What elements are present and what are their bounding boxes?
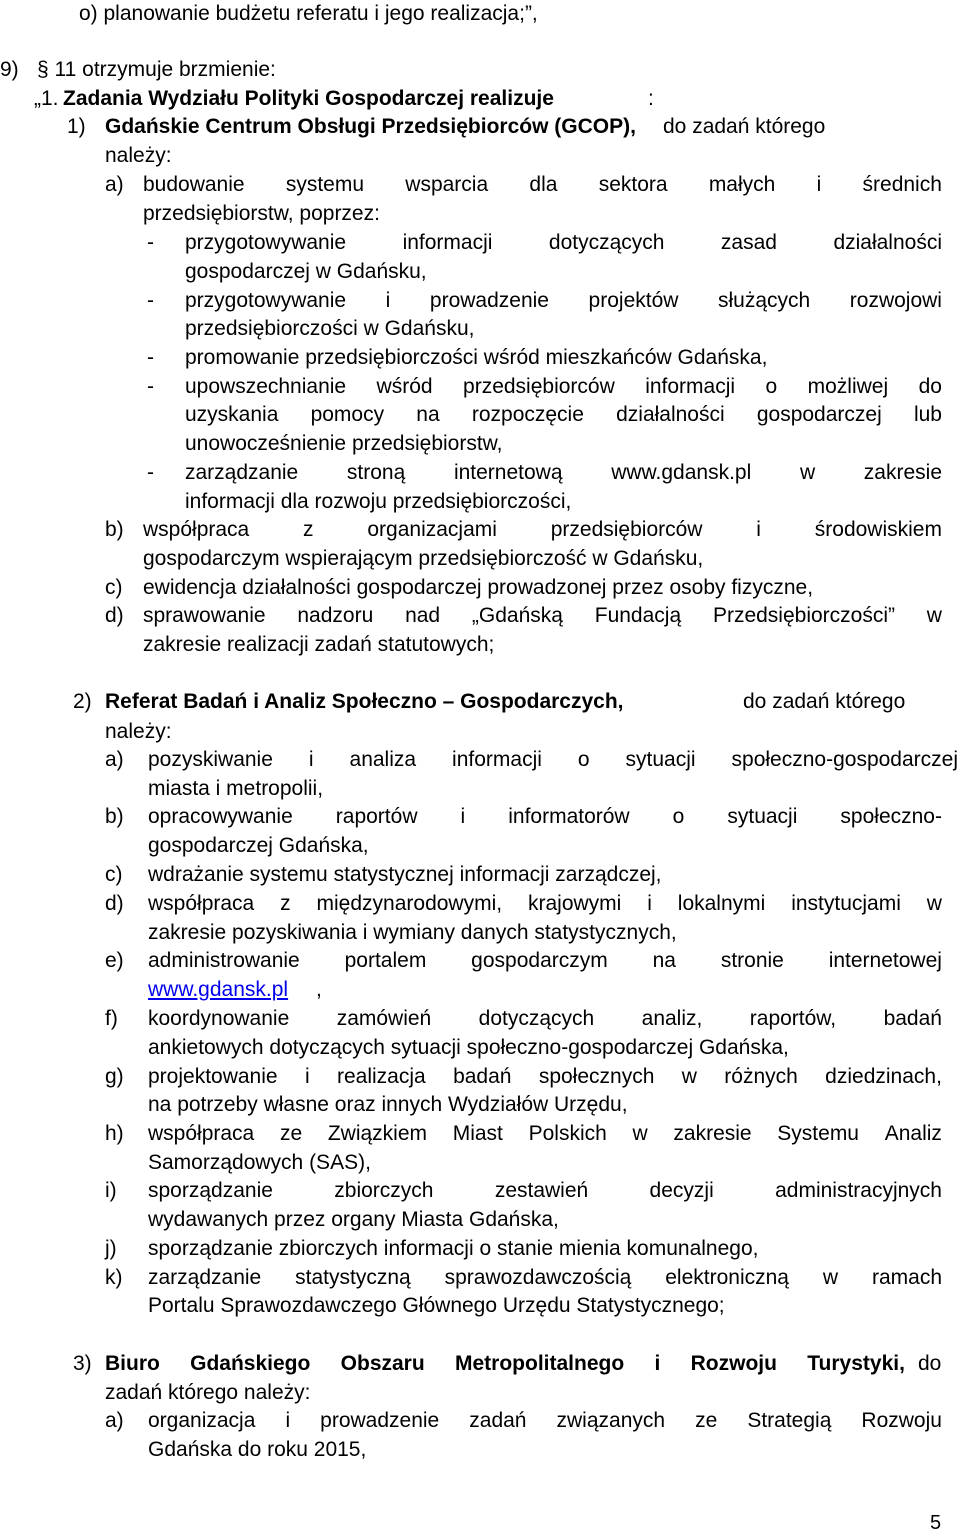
text-line <box>0 1206 960 1234</box>
text-line <box>0 401 960 429</box>
word: zbiorczych <box>334 1179 434 1202</box>
word: www.gdansk.pl <box>611 461 752 484</box>
text-segment: g) <box>105 1065 124 1088</box>
text-line <box>0 1120 960 1148</box>
text-segment: zadań którego należy: <box>105 1381 311 1404</box>
justified-text <box>148 947 942 975</box>
word: i <box>304 1065 310 1088</box>
text-segment: gospodarczej Gdańska, <box>148 834 369 857</box>
text-line <box>0 746 960 774</box>
word: i <box>285 1409 291 1432</box>
word: badań <box>453 1065 512 1088</box>
word: analiza <box>349 748 417 771</box>
word: Rozwoju <box>861 1409 942 1432</box>
word: rozpoczęcie <box>471 403 584 426</box>
word: informacji <box>402 231 493 254</box>
word: Związkiem <box>327 1122 428 1145</box>
word: społeczno- <box>840 805 942 828</box>
text-segment: h) <box>105 1122 124 1145</box>
word: zarządzanie <box>185 461 299 484</box>
text-segment: - <box>147 375 154 398</box>
word: raportów, <box>749 1007 837 1030</box>
text-segment: j) <box>105 1237 117 1260</box>
text-segment: § 11 otrzymuje brzmienie: <box>37 58 276 81</box>
word: ze <box>279 1122 303 1145</box>
text-segment: miasta i metropolii, <box>148 777 324 800</box>
justified-text <box>148 1120 942 1148</box>
word: sprawowanie <box>143 604 266 627</box>
text-line <box>0 631 960 659</box>
word: projektów <box>588 289 679 312</box>
text-segment: unowocześnienie przedsiębiorstw, <box>185 432 503 455</box>
text-line <box>0 229 960 257</box>
word: o <box>672 805 685 828</box>
word: średnich <box>862 173 942 196</box>
word: w <box>681 1065 697 1088</box>
text-segment: gospodarczym wspierającym przedsiębiorczość w Gdańsku, <box>143 547 704 570</box>
word: i <box>816 173 822 196</box>
word: internetowej <box>828 949 942 972</box>
text-line <box>0 688 960 716</box>
justified-text <box>185 373 942 401</box>
text-line <box>0 718 960 746</box>
text-line <box>0 1436 960 1464</box>
text-segment: Samorządowych (SAS), <box>148 1151 371 1174</box>
justified-text <box>185 287 942 315</box>
justified-text <box>148 803 942 831</box>
word: do <box>918 375 942 398</box>
word: Przedsiębiorczości” <box>712 604 895 627</box>
word: i <box>654 1352 661 1375</box>
word: koordynowanie <box>148 1007 290 1030</box>
word: w <box>926 892 942 915</box>
word: elektroniczną <box>665 1266 789 1289</box>
text-line <box>0 142 960 170</box>
text-segment: 3) <box>73 1352 92 1375</box>
justified-text <box>185 401 942 429</box>
word: dotyczących <box>478 1007 595 1030</box>
word: gospodarczej <box>756 403 882 426</box>
text-segment: d) <box>105 892 124 915</box>
word: instytucjami <box>791 892 901 915</box>
word: Biuro <box>105 1352 160 1375</box>
text-line <box>0 803 960 831</box>
text-segment: o) planowanie budżetu referatu i jego realizacja;”, <box>79 2 538 25</box>
word: Metropolitalnego <box>455 1352 625 1375</box>
text-line <box>0 113 960 141</box>
word: możliwej <box>807 375 889 398</box>
word: informatorów <box>508 805 630 828</box>
text-line <box>0 287 960 315</box>
text-line <box>0 976 960 1004</box>
word: współpraca <box>143 518 250 541</box>
justified-text <box>148 890 942 918</box>
word: upowszechnianie <box>185 375 347 398</box>
word: sytuacji <box>727 805 798 828</box>
word: nadzoru <box>297 604 374 627</box>
word: zamówień <box>336 1007 432 1030</box>
section-heading: Zadania Wydziału Polityki Gospodarczej realizuje <box>63 87 554 110</box>
text-line <box>0 775 960 803</box>
text-segment: należy: <box>105 720 172 743</box>
text-segment: należy: <box>105 144 172 167</box>
word: w <box>926 604 942 627</box>
text-line <box>0 890 960 918</box>
text-segment: b) <box>105 805 124 828</box>
word: portalem <box>344 949 427 972</box>
text-line <box>0 1063 960 1091</box>
word: i <box>647 892 652 915</box>
text-segment: Portalu Sprawozdawczego Głównego Urzędu Statystycznego; <box>148 1294 725 1317</box>
word: przygotowywanie <box>185 289 347 312</box>
justified-text <box>143 602 942 630</box>
word: organizacja <box>148 1409 256 1432</box>
text-line <box>0 373 960 401</box>
text-line <box>0 430 960 458</box>
word: związanych <box>556 1409 666 1432</box>
word: administracyjnych <box>775 1179 942 1202</box>
text-line <box>0 85 960 113</box>
text-segment: ankietowych dotyczących sytuacji społeczno-gospodarczej Gdańska, <box>148 1036 789 1059</box>
text-line <box>0 1292 960 1320</box>
word: społecznych <box>538 1065 655 1088</box>
word: na <box>416 403 440 426</box>
word: zakresie <box>673 1122 752 1145</box>
word: prowadzenie <box>429 289 549 312</box>
justified-text <box>185 459 942 487</box>
word: „Gdańską <box>471 604 563 627</box>
text-line <box>0 1407 960 1435</box>
word: statystyczną <box>295 1266 411 1289</box>
text-line <box>0 861 960 889</box>
word: zestawień <box>494 1179 589 1202</box>
word: i <box>385 289 391 312</box>
word: międzynarodowymi, <box>316 892 503 915</box>
text-line <box>0 1264 960 1292</box>
text-line <box>0 1091 960 1119</box>
text-segment: na potrzeby własne oraz innych Wydziałów Urzędu, <box>148 1093 628 1116</box>
word: służących <box>718 289 811 312</box>
text-segment: wdrażanie systemu statystycznej informacji zarządczej, <box>148 863 662 886</box>
word: dziedzinach, <box>825 1065 942 1088</box>
word: Turystyki, <box>807 1352 905 1375</box>
text-segment: do <box>918 1352 942 1375</box>
justified-text <box>148 746 958 774</box>
word: prowadzenie <box>320 1409 440 1432</box>
word: stroną <box>346 461 406 484</box>
word: przygotowywanie <box>185 231 347 254</box>
word: o <box>577 748 590 771</box>
word: i <box>756 518 761 541</box>
text-segment: - <box>147 289 154 312</box>
word: w <box>799 461 816 484</box>
word: lokalnymi <box>677 892 766 915</box>
justified-text <box>148 1407 942 1435</box>
text-line <box>0 171 960 199</box>
word: rozwojowi <box>849 289 942 312</box>
word: z <box>280 892 291 915</box>
word: Obszaru <box>340 1352 425 1375</box>
justified-text <box>105 1350 905 1378</box>
word: wśród <box>376 375 433 398</box>
text-line <box>0 315 960 343</box>
text-line <box>0 488 960 516</box>
text-segment: do zadań którego <box>663 115 826 138</box>
word: małych <box>708 173 776 196</box>
word: zasad <box>720 231 777 254</box>
text-segment: przedsiębiorstw, poprzez: <box>143 202 380 225</box>
word: Fundacją <box>594 604 682 627</box>
word: raportów <box>335 805 418 828</box>
text-segment: wydawanych przez organy Miasta Gdańska, <box>148 1208 559 1231</box>
word: współpraca <box>148 1122 255 1145</box>
justified-text <box>148 1063 942 1091</box>
word: działalności <box>833 231 942 254</box>
word: współpraca <box>148 892 255 915</box>
text-line <box>0 1177 960 1205</box>
word: dotyczących <box>548 231 665 254</box>
text-segment: : <box>648 87 654 110</box>
word: Strategią <box>747 1409 832 1432</box>
word: administrowanie <box>148 949 300 972</box>
text-segment: - <box>147 461 154 484</box>
text-segment: ewidencja działalności gospodarczej prowadzonej przez osoby fizyczne, <box>143 576 814 599</box>
unit-heading: Referat Badań i Analiz Społeczno – Gospodarczych, <box>105 690 624 713</box>
text-segment: 2) <box>73 690 92 713</box>
justified-text <box>185 229 942 257</box>
text-line <box>0 344 960 372</box>
text-segment: i) <box>105 1179 117 1202</box>
text-segment: k) <box>105 1266 123 1289</box>
text-line <box>0 602 960 630</box>
text-line <box>0 947 960 975</box>
justified-text <box>148 1264 942 1292</box>
text-segment: a) <box>105 748 124 771</box>
word: na <box>652 949 676 972</box>
word: realizacja <box>336 1065 426 1088</box>
word: Analiz <box>884 1122 942 1145</box>
text-segment: a) <box>105 173 124 196</box>
text-segment: 1) <box>67 115 86 138</box>
justified-text <box>148 1177 942 1205</box>
text-line <box>0 200 960 228</box>
word: pozyskiwanie <box>148 748 273 771</box>
text-segment: do zadań którego <box>743 690 906 713</box>
word: nad <box>405 604 441 627</box>
word: w <box>822 1266 839 1289</box>
word: zadań <box>469 1409 527 1432</box>
word: sektora <box>598 173 668 196</box>
text-segment: - <box>147 346 154 369</box>
text-segment: - <box>147 231 154 254</box>
text-line <box>0 1005 960 1033</box>
word: społeczno-gospodarczej <box>731 748 958 771</box>
text-segment: c) <box>105 576 123 599</box>
text-segment: gospodarczej w Gdańsku, <box>185 260 427 283</box>
word: informacji <box>645 375 736 398</box>
text-segment: informacji dla rozwoju przedsiębiorczości, <box>185 490 572 513</box>
word: pomocy <box>310 403 385 426</box>
word: zarządzanie <box>148 1266 262 1289</box>
text-line <box>0 1149 960 1177</box>
word: dla <box>529 173 558 196</box>
word: systemu <box>285 173 365 196</box>
text-segment: sporządzanie zbiorczych informacji o stanie mienia komunalnego, <box>148 1237 759 1260</box>
text-line <box>0 1034 960 1062</box>
word: z <box>303 518 314 541</box>
text-line <box>0 459 960 487</box>
word: przedsiębiorców <box>550 518 703 541</box>
text-segment: 9) <box>0 58 19 81</box>
text-line <box>0 919 960 947</box>
word: Rozwoju <box>690 1352 777 1375</box>
word: działalności <box>616 403 725 426</box>
word: i <box>460 805 466 828</box>
word: Miast <box>452 1122 503 1145</box>
text-segment: przedsiębiorczości w Gdańsku, <box>185 317 475 340</box>
word: ramach <box>871 1266 942 1289</box>
word: krajowymi <box>527 892 622 915</box>
text-segment: , <box>316 978 322 1001</box>
text-segment: a) <box>105 1409 124 1432</box>
word: różnych <box>724 1065 798 1088</box>
text-segment: Gdańska do roku 2015, <box>148 1438 367 1461</box>
word: wsparcia <box>405 173 489 196</box>
text-segment: zakresie pozyskiwania i wymiany danych statystycznych, <box>148 921 677 944</box>
word: uzyskania <box>185 403 279 426</box>
text-segment: „1. <box>34 87 59 110</box>
text-segment: promowanie przedsiębiorczości wśród mieszkańców Gdańska, <box>185 346 768 369</box>
text-line <box>0 516 960 544</box>
text-line <box>0 1350 960 1378</box>
word: Polskich <box>528 1122 607 1145</box>
word: internetową <box>453 461 563 484</box>
word: zakresie <box>863 461 942 484</box>
text-line <box>0 56 960 84</box>
unit-heading: Gdańskie Centrum Obsługi Przedsiębiorców (GCOP), <box>105 115 636 138</box>
word: budowanie <box>143 173 245 196</box>
text-line <box>0 832 960 860</box>
word: gospodarczym <box>471 949 608 972</box>
word: w <box>632 1122 648 1145</box>
word: o <box>765 375 778 398</box>
word: informacji <box>452 748 542 771</box>
word: sporządzanie <box>148 1179 273 1202</box>
word: Systemu <box>777 1122 859 1145</box>
word: przedsiębiorców <box>463 375 615 398</box>
word: opracowywanie <box>148 805 293 828</box>
word: Gdańskiego <box>190 1352 311 1375</box>
word: badań <box>883 1007 942 1030</box>
text-segment: b) <box>105 518 124 541</box>
page-number: 5 <box>930 1512 942 1534</box>
text-line <box>0 574 960 602</box>
word: decyzji <box>649 1179 714 1202</box>
word: projektowanie <box>148 1065 278 1088</box>
word: ze <box>695 1409 718 1432</box>
text-segment: e) <box>105 949 124 972</box>
word: sprawozdawczością <box>444 1266 632 1289</box>
justified-text <box>143 516 942 544</box>
word: organizacjami <box>367 518 497 541</box>
word: sytuacji <box>625 748 696 771</box>
word: i <box>308 748 314 771</box>
text-line <box>0 545 960 573</box>
word: analiz, <box>641 1007 703 1030</box>
website-link[interactable]: www.gdansk.pl <box>148 978 289 1001</box>
text-segment: d) <box>105 604 124 627</box>
text-segment: zakresie realizacji zadań statutowych; <box>143 633 495 656</box>
justified-text <box>148 1005 942 1033</box>
justified-text <box>143 171 942 199</box>
text-line <box>0 0 960 28</box>
text-segment: f) <box>105 1007 118 1030</box>
text-line <box>0 1379 960 1407</box>
text-segment: c) <box>105 863 123 886</box>
text-line <box>0 1235 960 1263</box>
word: środowiskiem <box>814 518 942 541</box>
text-line <box>0 258 960 286</box>
word: lub <box>913 403 942 426</box>
word: stronie <box>720 949 784 972</box>
